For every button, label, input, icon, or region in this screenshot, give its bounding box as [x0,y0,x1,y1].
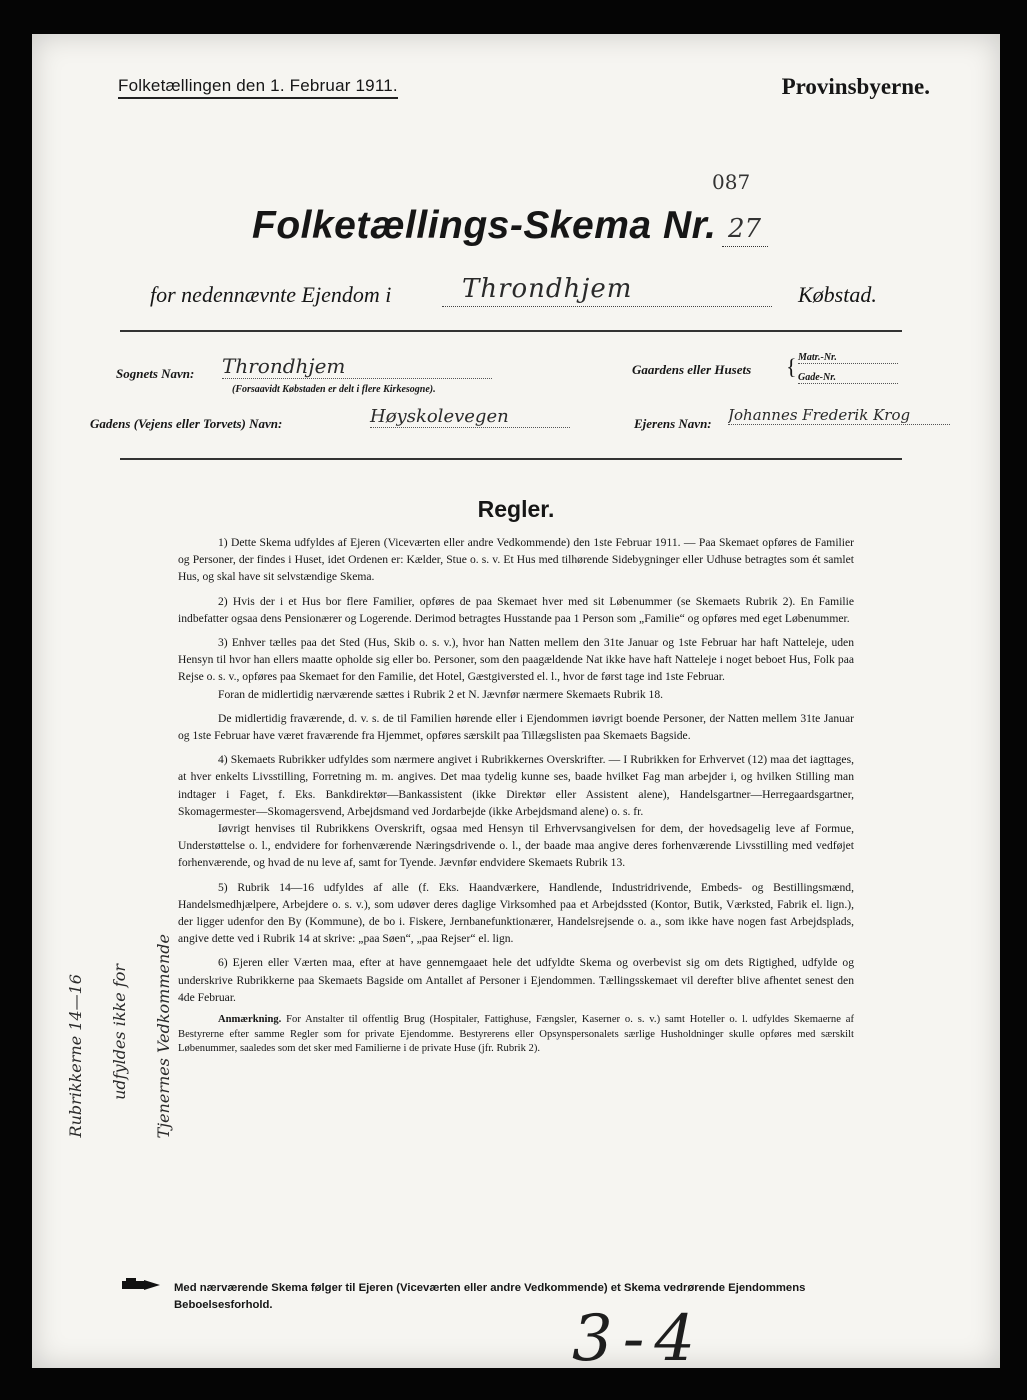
property-line-prefix: for nedennævnte Ejendom i [150,282,392,307]
property-line-suffix: Købstad. [798,282,877,307]
street-label: Gadens (Vejens eller Torvets) Navn: [90,416,283,431]
side-note-line-1: Rubrikkerne 14—16 [66,974,85,1138]
handwritten-side-note [50,934,210,1214]
parish-label: Sognets Navn: [116,366,195,381]
rule-paragraph: De midlertidig fraværende, d. v. s. de til Familien hørende eller i Ejendommen iøvrigt boende Personer, der Natten mellem 31te Januar og 1ste Februar have været fraværende fra Hjemmet, opføres særskilt paa Tillægslisten paa Skemaets Bagside. [178,711,854,743]
rule-paragraph: Foran de midlertidig nærværende sættes i Rubrik 2 et N. Jævnfør nærmere Skemaets Rubrik 18. [218,687,664,701]
brace-icon: { [786,354,797,379]
note-paragraph [178,1013,854,1057]
divider-top [120,330,902,332]
form-title: Folketællings-Skema Nr. [252,204,717,247]
gade-nr-label: Gade-Nr. [798,372,898,384]
big-handwritten-number: 3-4 [572,1302,706,1376]
pointing-hand-icon [122,1278,162,1292]
street-value: Høyskolevegen [370,406,570,428]
parish-value: Throndhjem [222,354,492,379]
side-note-line-2: udfyldes ikke for [110,964,129,1100]
rule-paragraph: 1) Dette Skema udfyldes af Ejeren (Viceværten eller andre Vedkommende) den 1ste Februar 1911. — Paa Skemaet opføres de Familier og Personer, der findes i Huset, idet Ordenen er: Kælder, Stue o. s. v. Et Hus med tilhørende Sidebygninger eller Udhuse betragtes som ét samlet Hus, og skal have sit selvstændige Skema. [178,536,854,584]
census-date-header: Folketællingen den 1. Februar 1911. [118,76,398,99]
town-handwritten: Throndhjem [462,274,633,304]
farm-house-label: Gaardens eller Husets [632,362,752,377]
rule-paragraph: 5) Rubrik 14—16 udfyldes af alle (f. Eks. Haandværkere, Handlende, Industridrivende, Embeds- og Bestillingsmænd, Handelsmedhjælpere, Arbejdere o. s. v.), som udøver deres daglige Virksomhed paa et Arbejdssted (Kontor, Butik, Værksted, Fabrik el. lign.), der ligger udenfor den By (Kommune), de bo i. Fiskere, Jernbanefunktionærer, Handelsrejsende o. a., som ikke have nogen fast Arbejdsplads, angive dette ved i Rubrik 14 at skrive: „paa Søen“, „paa Rejser“ el. lign. [178,880,854,946]
note-label: Anmærkning. [218,1014,282,1026]
parish-note: (Forsaavidt Købstaden er delt i flere Kirkesogne). [232,384,436,395]
province-header: Provinsbyerne. [781,74,930,99]
rules-body [178,534,854,1064]
town-underline [442,306,772,307]
rule-paragraph: Iøvrigt henvises til Rubrikkens Overskrift, ogsaa med Hensyn til Erhvervsangivelsen for dem, der hovedsagelig leve af Formue, Understøttelse o. l., endvidere for forhenværende Næringsdrivende o. l., der baade maa angive deres forhenværende Livsstilling med vedføjet forhenværende, og hvad de nu leve af, samt for Tyende. Jævnfør endvidere Skemaets Rubrik 13. [178,822,854,870]
rule-paragraph: 2) Hvis der i et Hus bor flere Familier, opføres de paa Skemaet hver med sit Løbenummer (se Skemaets Rubrik 2). En Familie indbefatter ogsaa dens Pensionærer og Logerende. Derimod betragtes Husstande paa 1 Person som „Familie“ og opføres med eget Løbenummer. [178,594,854,625]
matr-nr-label: Matr.-Nr. [798,352,898,364]
census-form-page [32,34,1000,1376]
form-number-underline [722,246,768,247]
footer-note: Med nærværende Skema følger til Ejeren (Viceværten eller andre Vedkommende) et Skema vedrørende Ejendommens Beboelsesforhold. [174,1282,806,1311]
note-text: For Anstalter til offentlig Brug (Hospitaler, Fattighuse, Fængsler, Kaserner o. s. v.) samt Hoteller o. l. udfyldes Skemaerne af Bestyrerne efter samme Regler som for private Ejendomme. Bestyrerens eller Opsynspersonalets særlige Husholdninger skulle opføres med særskilt Løbenummer, saaledes som det sker med Familierne i de private Huse (jfr. Rubrik 2). [178,1014,854,1055]
rules-title: Regler. [477,496,555,522]
rule-paragraph: 6) Ejeren eller Værten maa, efter at have gennemgaaet hele det udfyldte Skema og overbevist sig om dets Rigtighed, udfylde og underskrive Rubrikkerne paa Skemaets Bagside om Antallet af Personer i Ejendommen. Tællingsskemaet vil derefter blive afhentet senest den 4de Februar. [178,956,854,1004]
form-number-handwritten: 27 [728,214,762,244]
rule-paragraph: 3) Enhver tælles paa det Sted (Hus, Skib o. s. v.), hvor han Natten mellem den 31te Januar og 1ste Februar har haft Natteleje, uden Hensyn til hvor han ellers maatte opholde sig eller bo. Personer, som den paagældende Nat ikke have haft Natteleje i noget beboet Hus, Folk paa Rejse o. s. v., opføres paa Skemaet for den Familie, det Hotel, Gæstgiversted el. l., hvor de først tage ind 1ste Februar. [178,636,854,684]
side-note-line-3: Tjenernes Vedkommende [154,934,173,1139]
divider-bottom [120,458,902,460]
owner-label: Ejerens Navn: [634,416,712,431]
rule-paragraph: 4) Skemaets Rubrikker udfyldes som nærmere angivet i Rubrikkernes Overskrifter. — I Rubrikken for Erhvervet (12) maa det iagttages, at hver enkelts Livsstilling, Forretning m. m. angives. Det maa tydelig kunne ses, baade hvilket Fag man arbejder i, og hvilken Stilling man indtager i Faget, f. Eks. Bankdirektør—Bankassistent (ikke Direktør eller Assistent alene), Handelsgartner—Herregaardsgartner, Skomagermester—Skomagersvend, Arbejdsmand ved Jordarbejde (ikke Arbejdsmand alene) o. s. fr. [178,753,854,818]
stamp-number: 087 [712,170,751,194]
owner-value: Johannes Frederik Krog [728,406,950,425]
